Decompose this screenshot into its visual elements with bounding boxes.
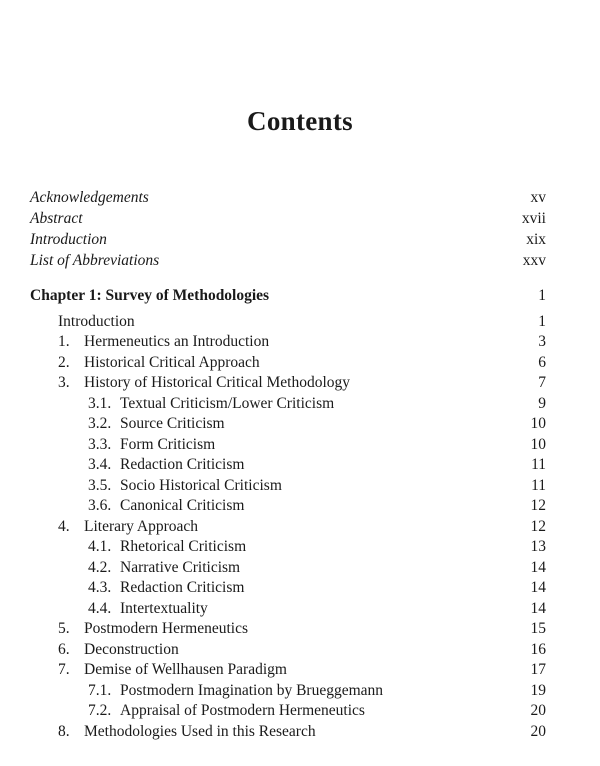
toc-entry-page: 16 <box>530 641 546 658</box>
toc-entry-page: 15 <box>530 620 546 637</box>
toc-entry-number: 4.3. <box>88 579 112 596</box>
toc-entry <box>0 413 600 435</box>
toc-entry <box>0 598 600 620</box>
toc-entry-number: 3.6. <box>88 497 112 514</box>
toc-entry <box>0 311 600 333</box>
toc-chapter-page: 1 <box>538 287 546 304</box>
toc-entry-number: 3.3. <box>88 436 112 453</box>
toc-entry <box>0 372 600 394</box>
toc-entry-page: xv <box>530 189 546 206</box>
toc-entry-page: 13 <box>530 538 546 555</box>
toc-entry-label: Form Criticism <box>120 436 216 453</box>
toc-entry-label: Abstract <box>30 210 83 227</box>
toc-entry-label: History of Historical Critical Methodology <box>84 374 351 391</box>
toc-entry <box>0 577 600 599</box>
toc-entry-page: 9 <box>538 395 546 412</box>
toc-entry-front <box>0 208 600 230</box>
toc-entry-page: 17 <box>530 661 546 678</box>
toc-entry-label: Postmodern Imagination by Brueggemann <box>120 682 384 699</box>
toc-entry <box>0 434 600 456</box>
toc-entry <box>0 352 600 374</box>
toc-entry-page: 1 <box>538 313 546 330</box>
toc-entry-number: 5. <box>58 620 70 637</box>
toc-entry-number: 3.1. <box>88 395 112 412</box>
toc-entry <box>0 659 600 681</box>
toc-entry <box>0 475 600 497</box>
toc-entry-label: Methodologies Used in this Research <box>84 723 316 740</box>
toc-chapter-heading <box>0 285 600 307</box>
toc-entry-page: 19 <box>530 682 546 699</box>
toc-entry-page: 11 <box>531 477 546 494</box>
toc-entry <box>0 495 600 517</box>
toc-entry <box>0 516 600 538</box>
toc-entry-label: Postmodern Hermeneutics <box>84 620 249 637</box>
toc-entry-front <box>0 187 600 209</box>
toc-entry-page: xxv <box>522 252 546 269</box>
toc-entry-number: 1. <box>58 333 70 350</box>
toc-entry-page: 10 <box>530 415 546 432</box>
toc-entry-front <box>0 250 600 272</box>
toc-entry <box>0 454 600 476</box>
toc-entry-page: 6 <box>538 354 546 371</box>
toc-entry-page: 14 <box>530 579 546 596</box>
toc-entry-label: Hermeneutics an Introduction <box>84 333 270 350</box>
toc-entry-label: Canonical Criticism <box>120 497 245 514</box>
toc-entry-page: 14 <box>530 559 546 576</box>
toc-entry-number: 3.5. <box>88 477 112 494</box>
toc-entry <box>0 393 600 415</box>
toc-entry-number: 3.4. <box>88 456 112 473</box>
toc-entry <box>0 639 600 661</box>
toc-entry-number: 7.1. <box>88 682 112 699</box>
toc-entry-front <box>0 229 600 251</box>
toc-entry-page: 14 <box>530 600 546 617</box>
toc-entry-number: 7.2. <box>88 702 112 719</box>
toc-entry-label: Historical Critical Approach <box>84 354 260 371</box>
toc-entry-number: 4.1. <box>88 538 112 555</box>
toc-entry-label: Textual Criticism/Lower Criticism <box>120 395 335 412</box>
toc-entry-label: Deconstruction <box>84 641 179 658</box>
toc-entry-label: Literary Approach <box>84 518 199 535</box>
toc-entry-label: Appraisal of Postmodern Hermeneutics <box>120 702 365 719</box>
page-title: Contents <box>247 106 353 136</box>
toc-entry-page: xix <box>526 231 546 248</box>
toc-entry <box>0 331 600 353</box>
toc-entry-page: 12 <box>530 497 546 514</box>
toc-entry-page: 7 <box>538 374 546 391</box>
toc-entry-label: Socio Historical Criticism <box>120 477 282 494</box>
toc-chapter-label: Chapter 1: Survey of Methodologies <box>30 287 270 304</box>
toc-entry-number: 4.4. <box>88 600 112 617</box>
toc-entry-label: List of Abbreviations <box>30 252 160 269</box>
toc-entry <box>0 721 600 743</box>
toc-entry-label: Rhetorical Criticism <box>120 538 247 555</box>
toc-entry-page: 12 <box>530 518 546 535</box>
toc-entry-page: xvii <box>521 210 546 227</box>
toc-entry-number: 4.2. <box>88 559 112 576</box>
toc-entry-number: 6. <box>58 641 70 658</box>
toc-entry-page: 11 <box>531 456 546 473</box>
toc-entry-page: 3 <box>538 333 546 350</box>
toc-entry-label: Source Criticism <box>120 415 225 432</box>
toc-entry-label: Introduction <box>58 313 135 330</box>
toc-entry-label: Redaction Criticism <box>120 579 245 596</box>
toc-entry <box>0 536 600 558</box>
toc-entry-number: 2. <box>58 354 70 371</box>
toc-entry-number: 7. <box>58 661 70 678</box>
toc-entry <box>0 557 600 579</box>
toc-entry-page: 10 <box>530 436 546 453</box>
toc-entry <box>0 680 600 702</box>
toc-entry-label: Acknowledgements <box>30 189 149 206</box>
toc-entry-page: 20 <box>530 723 546 740</box>
toc-entry-number: 3.2. <box>88 415 112 432</box>
toc-entry <box>0 700 600 722</box>
toc-entry-label: Introduction <box>30 231 107 248</box>
toc-entry-label: Intertextuality <box>120 600 208 617</box>
toc-entry-number: 8. <box>58 723 70 740</box>
toc-entry <box>0 618 600 640</box>
toc-entry-label: Demise of Wellhausen Paradigm <box>84 661 287 678</box>
toc-entry-number: 3. <box>58 374 70 391</box>
toc-entry-label: Redaction Criticism <box>120 456 245 473</box>
toc-entry-number: 4. <box>58 518 70 535</box>
toc-entry-page: 20 <box>530 702 546 719</box>
toc-entry-label: Narrative Criticism <box>120 559 241 576</box>
